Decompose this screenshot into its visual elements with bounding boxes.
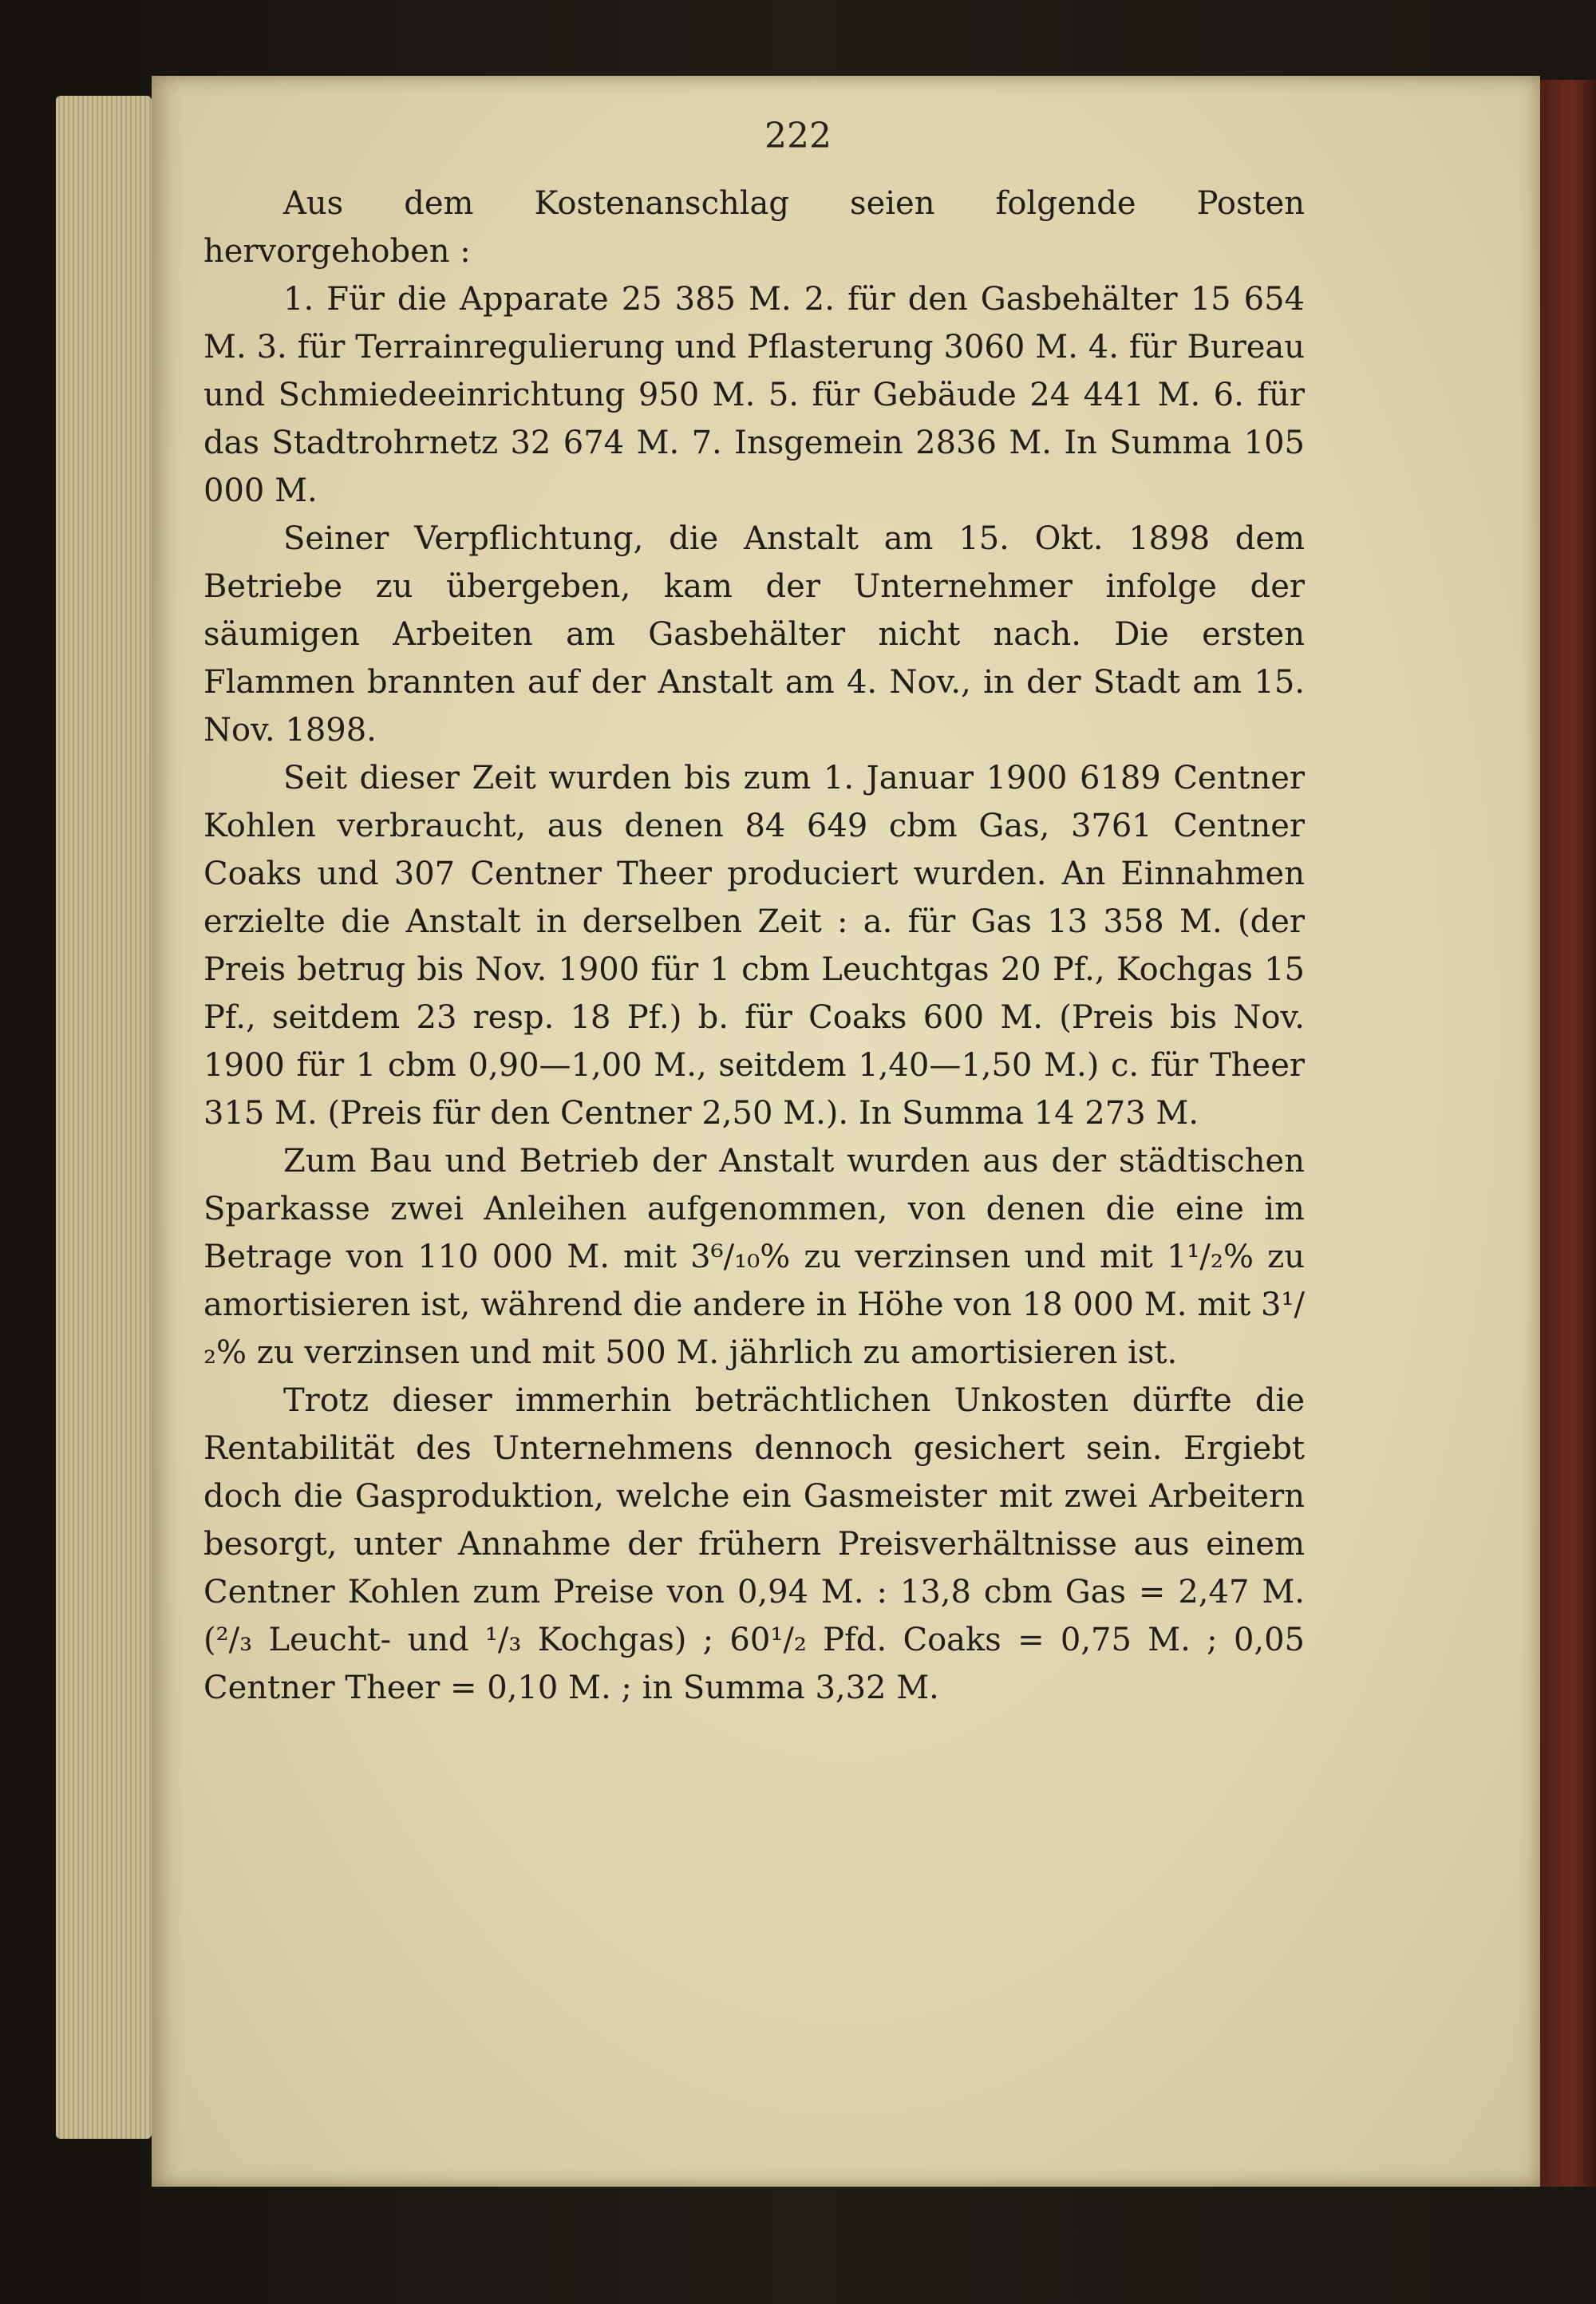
page-text — [203, 180, 1305, 1712]
paragraph-4: Seit dieser Zeit wurden bis zum 1. Januar 1900 6189 Centner Kohlen verbraucht, aus denen 84 649 cbm Gas, 3761 Centner Coaks und 307 Centner Theer produciert wurden. An Einnahmen erzielte die Anstalt in derselben Zeit : a. für Gas 13 358 M. (der Preis betrug bis Nov. 1900 für 1 cbm Leuchtgas 20 Pf., Kochgas 15 Pf., seitdem 23 resp. 18 Pf.) b. für Coaks 600 M. (Preis bis Nov. 1900 für 1 cbm 0,90—1,00 M., seitdem 1,40—1,50 M.) c. für Theer 315 M. (Preis für den Centner 2,50 M.). In Summa 14 273 M. — [203, 760, 1305, 1132]
page-edges — [56, 96, 152, 2139]
paragraph-5: Zum Bau und Betrieb der Anstalt wurden aus der städtischen Sparkasse zwei Anleihen aufgenommen, von denen die eine im Betrage von 110 000 M. mit 3⁶/₁₀% zu verzinsen und mit 1¹/₂% zu amortisieren ist, während die andere in Höhe von 18 000 M. mit 3¹/₂% zu verzinsen und mit 500 M. jährlich zu amortisieren ist. — [203, 1143, 1305, 1371]
page-number: 222 — [764, 116, 832, 156]
paragraph-3: Seiner Verpflichtung, die Anstalt am 15. Okt. 1898 dem Betriebe zu übergeben, kam der Unternehmer infolge der säumigen Arbeiten am Gasbehälter nicht nach. Die ersten Flammen brannten auf der Anstalt am 4. Nov., in der Stadt am 15. Nov. 1898. — [203, 520, 1305, 749]
paragraph-1: Aus dem Kostenanschlag seien folgende Posten hervorgehoben : — [203, 185, 1305, 270]
book-cover-edge — [1536, 80, 1596, 2187]
paragraph-2: 1. Für die Apparate 25 385 M. 2. für den Gasbehälter 15 654 M. 3. für Terrainregulierung und Pflasterung 3060 M. 4. für Bureau und Schmiedeeinrichtung 950 M. 5. für Gebäude 24 441 M. 6. für das Stadtrohrnetz 32 674 M. 7. Insgemein 2836 M. In Summa 105 000 M. — [203, 281, 1305, 509]
paragraph-6: Trotz dieser immerhin beträchtlichen Unkosten dürfte die Rentabilität des Unternehmens dennoch gesichert sein. Ergiebt doch die Gasproduktion, welche ein Gasmeister mit zwei Arbeitern besorgt, unter Annahme der frühern Preisverhältnisse aus einem Centner Kohlen zum Preise von 0,94 M. : 13,8 cbm Gas = 2,47 M. (²/₃ Leucht- und ¹/₃ Kochgas) ; 60¹/₂ Pfd. Coaks = 0,75 M. ; 0,05 Centner Theer = 0,10 M. ; in Summa 3,32 M. — [203, 1382, 1305, 1706]
